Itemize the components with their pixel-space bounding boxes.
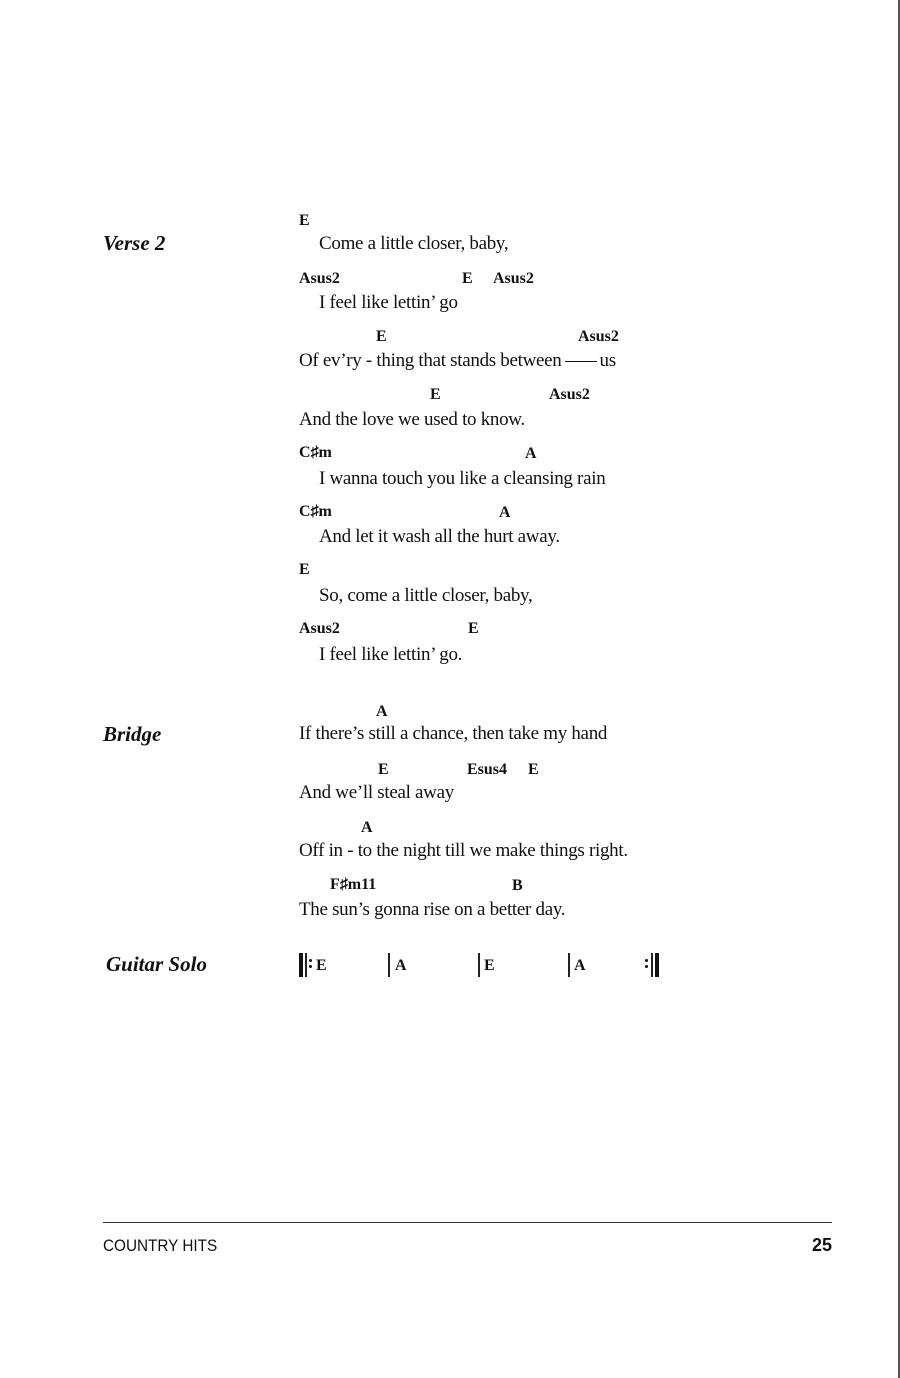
chord: A [395, 957, 407, 974]
chord: C♯m [299, 503, 332, 520]
lyric-line: I feel like lettin’ go. [319, 644, 463, 665]
chord: F♯m11 [330, 876, 377, 893]
footer-title: COUNTRY HITS [103, 1236, 218, 1255]
lyric-line: And we’ll steal away [299, 782, 454, 803]
chord: E [528, 761, 539, 778]
lyric-line: So, come a little closer, baby, [319, 585, 533, 606]
chord: Asus2 [299, 270, 340, 287]
chord: B [512, 877, 523, 894]
chord: E [378, 761, 389, 778]
lyric-line [299, 350, 616, 372]
footer-rule [103, 1222, 832, 1223]
chord: Esus4 [467, 761, 508, 778]
guitar-solo-label: Guitar Solo [106, 952, 207, 976]
bar-line [478, 953, 480, 977]
chord: E [468, 620, 479, 637]
chord: Asus2 [493, 270, 534, 287]
repeat-end-thick-bar [655, 953, 659, 977]
lyric-extender [565, 361, 597, 362]
lyric-line: If there’s still a chance, then take my hand [299, 723, 608, 744]
chord: A [499, 504, 511, 521]
chord: E [299, 212, 310, 229]
chord: A [361, 819, 373, 836]
bridge-label: Bridge [103, 722, 162, 746]
chord: A [574, 957, 586, 974]
chord: A [376, 703, 388, 720]
lyric-line: And the love we used to know. [299, 409, 525, 430]
lyric-line: I feel like lettin’ go [319, 292, 458, 313]
page-number: 25 [811, 1235, 832, 1255]
chord: E [430, 386, 441, 403]
lyric-line: Come a little closer, baby, [319, 233, 509, 254]
repeat-start-thin-bar [305, 953, 307, 977]
bar-line [568, 953, 570, 977]
chord: E [376, 328, 387, 345]
chord: E [462, 270, 473, 287]
chord: A [525, 445, 537, 462]
repeat-start-dots [309, 956, 313, 971]
chord: E [484, 957, 495, 974]
lyric-part: Of ev’ry - thing that stands between [299, 350, 562, 371]
lyric-line: And let it wash all the hurt away. [319, 526, 560, 547]
chord: Asus2 [299, 620, 340, 637]
lyric-line: I wanna touch you like a cleansing rain [319, 468, 606, 489]
chord: C♯m [299, 444, 332, 461]
repeat-end-thin-bar [651, 953, 653, 977]
chord: E [316, 957, 327, 974]
lyric-line: Off in - to the night till we make things right. [299, 840, 628, 861]
repeat-end-dots [645, 956, 649, 971]
repeat-start-thick-bar [299, 953, 303, 977]
lyric-part: us [599, 350, 616, 371]
verse-2-label: Verse 2 [103, 231, 166, 255]
bar-line [388, 953, 390, 977]
chord: Asus2 [549, 386, 590, 403]
chord: E [299, 561, 310, 578]
lyric-line: The sun’s gonna rise on a better day. [299, 899, 566, 920]
chord: Asus2 [578, 328, 619, 345]
